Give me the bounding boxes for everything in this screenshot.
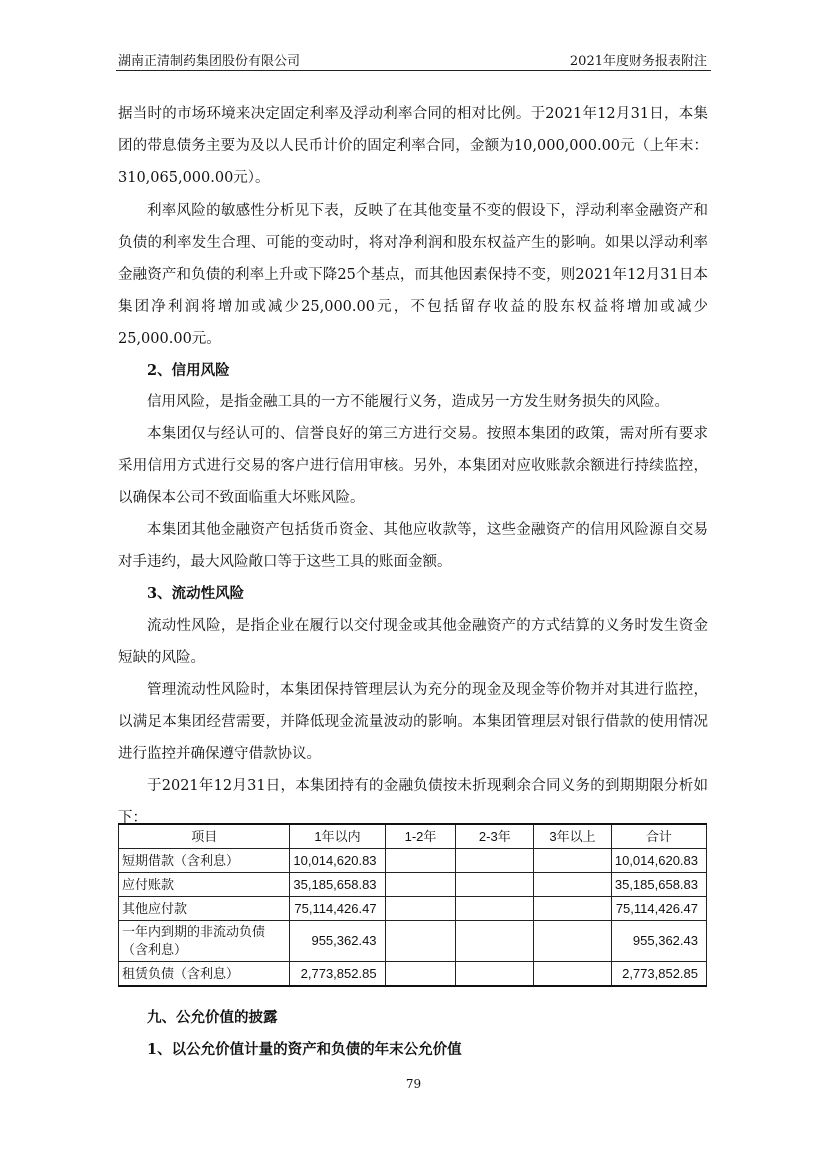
cell-item: 一年内到期的非流动负债（含利息）: [119, 921, 290, 962]
table-row: [119, 873, 707, 897]
heading-liquidity-risk: 3、流动性风险: [147, 585, 245, 602]
cell-total: 10,014,620.83: [611, 849, 706, 873]
cell-within-1-year: 955,362.43: [290, 921, 385, 962]
cell-total: 955,362.43: [611, 921, 706, 962]
cell-2-3-years: [456, 849, 534, 873]
cell-1-2-years: [385, 873, 456, 897]
cell-within-1-year: 75,114,426.47: [290, 897, 385, 921]
cell-1-2-years: [385, 849, 456, 873]
cell-over-3-years: [534, 873, 612, 897]
cell-total: 75,114,426.47: [611, 897, 706, 921]
header-company: 湖南正清制药集团股份有限公司: [118, 54, 301, 69]
cell-1-2-years: [385, 962, 456, 987]
col-header-2-3-years: 2-3年: [456, 824, 534, 849]
col-header-within-1-year: 1年以内: [290, 824, 385, 849]
cell-within-1-year: 2,773,852.85: [290, 962, 385, 987]
header-report-title: 2021年度财务报表附注: [569, 54, 707, 69]
table-row: [119, 921, 707, 962]
cell-over-3-years: [534, 897, 612, 921]
col-header-item: 项目: [119, 824, 290, 849]
table-header-row: [119, 824, 707, 849]
maturity-analysis-table: [118, 823, 707, 987]
paragraph-credit-risk-policy: 本集团仅与经认可的、信誉良好的第三方进行交易。按照本集团的政策，需对所有要求采用信用方式进行交易的客户进行信用审核。另外，本集团对应收账款余额进行持续监控，以确保本公司不致面临重大坏账风险。: [118, 426, 708, 506]
heading-credit-risk: 2、信用风险: [147, 362, 230, 379]
cell-over-3-years: [534, 962, 612, 987]
cell-2-3-years: [456, 897, 534, 921]
col-header-over-3-years: 3年以上: [534, 824, 612, 849]
col-header-total: 合计: [611, 824, 706, 849]
paragraph-maturity-analysis-intro: 于2021年12月31日，本集团持有的金融负债按未折现剩余合同义务的到期期限分析如下：: [118, 778, 708, 826]
table-row: [119, 897, 707, 921]
cell-total: 35,185,658.83: [611, 873, 706, 897]
paragraph-interest-rate-contracts: 据当时的市场环境来决定固定利率及浮动利率合同的相对比例。于2021年12月31日，本集团的带息债务主要为及以人民币计价的固定利率合同，金额为10,000,000.00元（上年末：310,065,000.00元）。: [118, 106, 708, 186]
cell-1-2-years: [385, 897, 456, 921]
paragraph-credit-risk-definition: 信用风险，是指金融工具的一方不能履行义务，造成另一方发生财务损失的风险。: [147, 394, 669, 410]
header-rule: [116, 70, 711, 71]
page-number: 79: [405, 1077, 422, 1091]
cell-2-3-years: [456, 873, 534, 897]
cell-item: 租赁负债（含利息）: [119, 962, 290, 987]
cell-2-3-years: [456, 921, 534, 962]
paragraph-credit-risk-other-assets: 本集团其他金融资产包括货币资金、其他应收款等，这些金融资产的信用风险源自交易对手违约，最大风险敞口等于这些工具的账面金额。: [118, 522, 708, 570]
heading-fair-value-disclosure: 九、公允价值的披露: [147, 1009, 278, 1026]
cell-total: 2,773,852.85: [611, 962, 706, 987]
cell-within-1-year: 35,185,658.83: [290, 873, 385, 897]
cell-2-3-years: [456, 962, 534, 987]
paragraph-liquidity-risk-management: 管理流动性风险时，本集团保持管理层认为充分的现金及现金等价物并对其进行监控，以满足本集团经营需要，并降低现金流量波动的影响。本集团管理层对银行借款的使用情况进行监控并确保遵守借款协议。: [118, 682, 708, 762]
paragraph-liquidity-risk-definition: 流动性风险，是指企业在履行以交付现金或其他金融资产的方式结算的义务时发生资金短缺的风险。: [118, 618, 708, 666]
cell-item: 应付账款: [119, 873, 290, 897]
table-row: [119, 962, 707, 987]
cell-over-3-years: [534, 849, 612, 873]
cell-over-3-years: [534, 921, 612, 962]
heading-fair-value-year-end: 1、以公允价值计量的资产和负债的年末公允价值: [147, 1041, 462, 1058]
table-row: [119, 849, 707, 873]
cell-within-1-year: 10,014,620.83: [290, 849, 385, 873]
paragraph-interest-rate-sensitivity: 利率风险的敏感性分析见下表，反映了在其他变量不变的假设下，浮动利率金融资产和负债的利率发生合理、可能的变动时，将对净利润和股东权益产生的影响。如果以浮动利率金融资产和负债的利率上升或下降25个基点，而其他因素保持不变，则2021年12月31日本集团净利润将增加或减少25,000.00元，不包括留存收益的股东权益将增加或减少25,000.00元。: [118, 203, 708, 347]
cell-item: 短期借款（含利息）: [119, 849, 290, 873]
cell-1-2-years: [385, 921, 456, 962]
cell-item: 其他应付款: [119, 897, 290, 921]
col-header-1-2-years: 1-2年: [385, 824, 456, 849]
